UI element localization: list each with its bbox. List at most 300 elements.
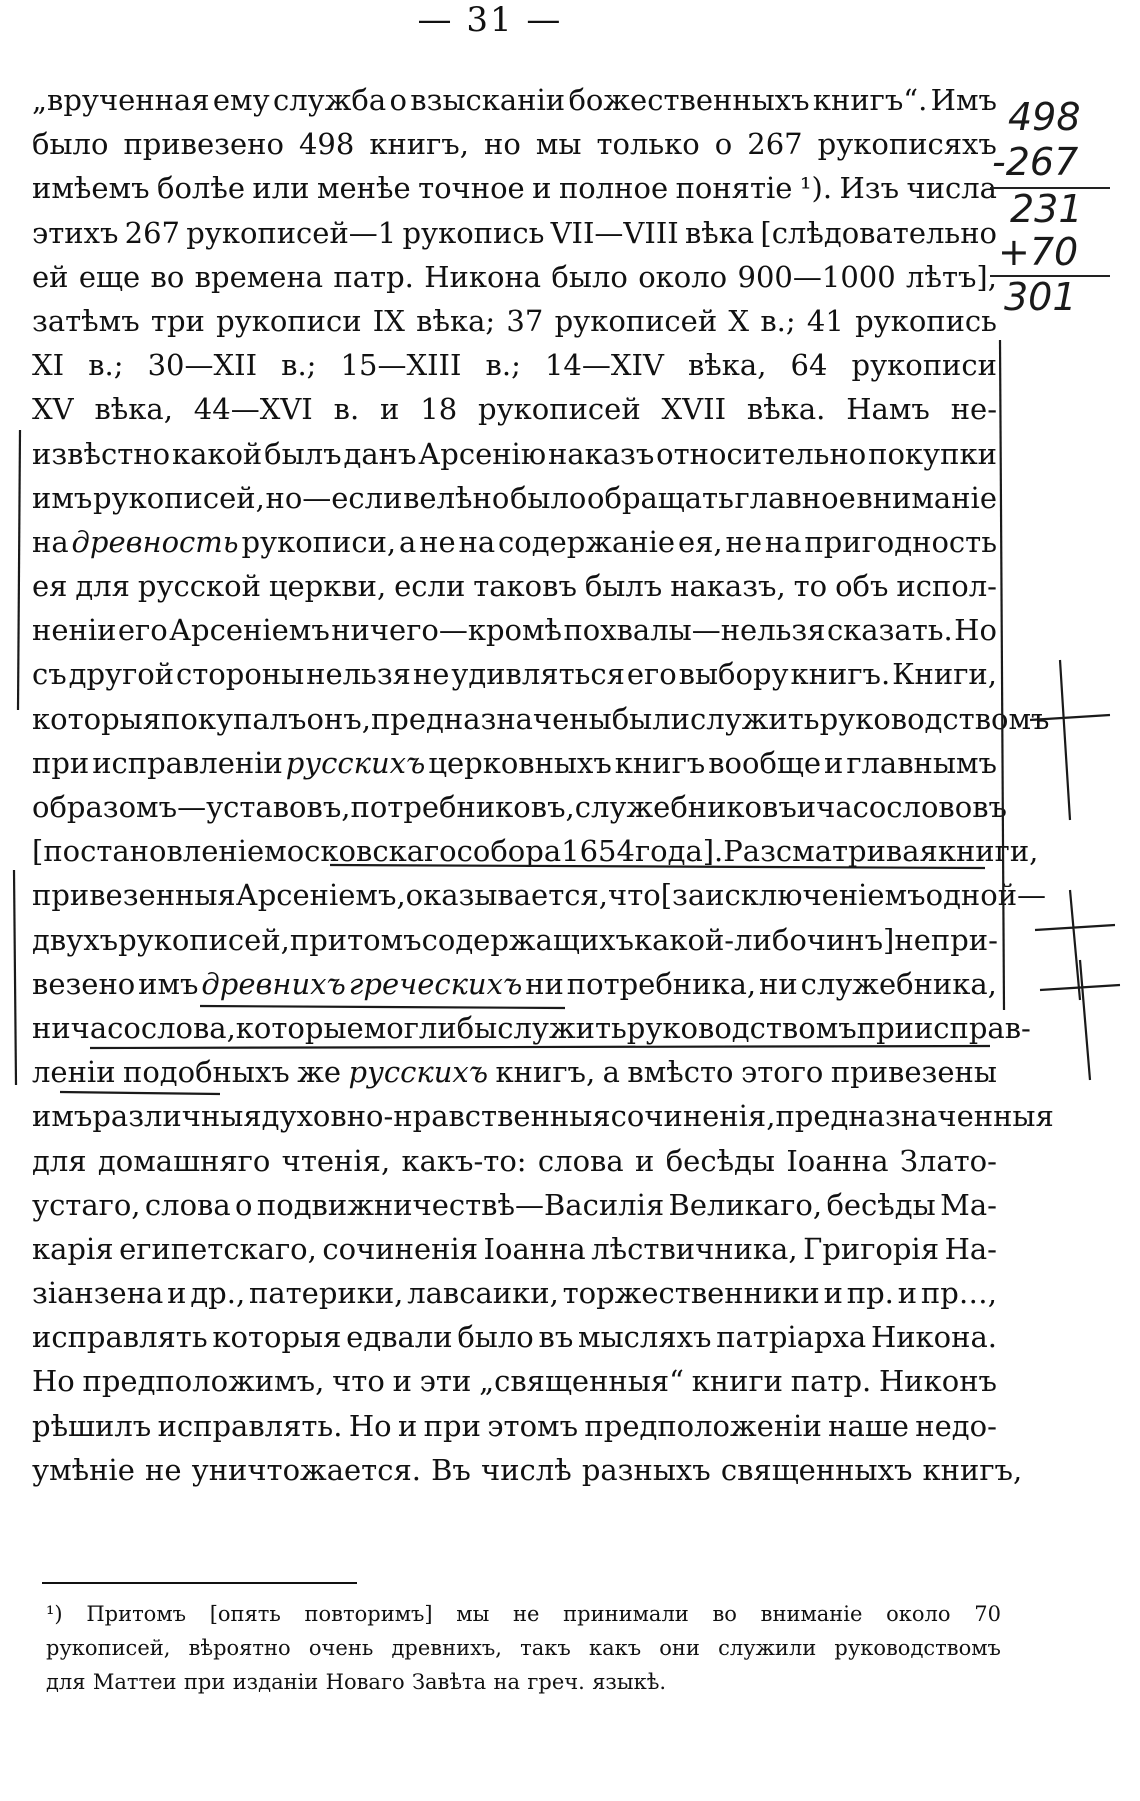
word: не <box>725 524 763 559</box>
body-line-8 <box>32 387 997 431</box>
word: удивляться <box>451 657 625 692</box>
word: книгъ, <box>495 1055 596 1090</box>
word: же <box>297 1055 342 1090</box>
word: содержащихъ <box>421 922 634 957</box>
word: слова <box>537 1143 624 1178</box>
word: лавсаики, <box>407 1276 559 1311</box>
word: Но <box>348 1408 392 1443</box>
word: ничего—кромѣ <box>331 613 563 648</box>
word: Новаго <box>325 1670 405 1694</box>
word: ¹) <box>46 1602 63 1626</box>
word: имѣемъ <box>32 171 150 206</box>
word: божественныхъ <box>568 83 810 117</box>
footnote-line-2 <box>46 1631 1001 1665</box>
word: сочиненія <box>322 1231 478 1266</box>
word: одной— <box>925 878 1047 913</box>
word: книгъ“. <box>812 83 928 117</box>
word: оказывается, <box>405 878 609 913</box>
word: руководствомъ <box>819 701 1050 736</box>
word: и <box>824 745 844 780</box>
word: они <box>659 1636 700 1660</box>
word: бесѣды <box>826 1187 936 1222</box>
word: года]. <box>634 834 724 869</box>
word: его <box>117 613 168 648</box>
word: рукописи <box>851 348 997 383</box>
margin-note-plus-70: +70 <box>998 230 1079 274</box>
word: о <box>714 127 733 162</box>
word: наказъ <box>547 436 655 471</box>
word: этомъ <box>487 1408 579 1443</box>
word: — <box>177 790 207 824</box>
word: русскихъ <box>285 745 426 780</box>
word: менѣе <box>316 171 411 206</box>
word: съ <box>32 657 67 692</box>
body-line-14 <box>32 652 997 696</box>
word: древность <box>71 524 239 559</box>
word: священныхъ <box>720 1452 913 1487</box>
word: привезенныя <box>32 878 236 913</box>
word: при <box>32 745 90 780</box>
word: руководствомъ <box>834 1636 1001 1660</box>
word: XVII <box>661 392 727 427</box>
body-line-9 <box>32 432 997 476</box>
word: ни <box>32 1010 71 1045</box>
word: На- <box>944 1231 997 1266</box>
word: если <box>394 569 466 604</box>
word: 900—1000 <box>737 259 896 294</box>
right-margin-cross-3 <box>1040 960 1120 1080</box>
word: что <box>332 1364 385 1399</box>
word: разныхъ <box>581 1452 711 1487</box>
word: Іоанна <box>483 1231 586 1266</box>
body-line-15 <box>32 697 1050 741</box>
word: очень <box>308 1636 374 1660</box>
word: понятіе <box>675 171 793 206</box>
word: принимали <box>563 1602 689 1626</box>
body-line-29 <box>32 1315 997 1359</box>
word: исключеніемъ <box>705 878 926 913</box>
word: и <box>897 1276 918 1311</box>
word: 44—XVI <box>193 392 313 427</box>
body-line-3 <box>32 166 997 210</box>
body-line-16 <box>32 741 997 785</box>
body-line-22 <box>32 1006 1031 1050</box>
word: и <box>823 1276 843 1311</box>
word: 267 <box>747 127 803 162</box>
footnotes <box>46 1597 1001 1699</box>
word: X <box>728 303 750 338</box>
word: Изъ <box>839 171 900 206</box>
word: исправленіи <box>92 745 283 780</box>
word: имъ <box>32 480 93 515</box>
word: ея <box>32 569 68 604</box>
margin-note-498: 498 <box>1008 95 1081 139</box>
body-line-21 <box>32 962 997 1006</box>
body-line-31 <box>32 1404 997 1448</box>
word: относительно <box>656 436 867 471</box>
word: XI <box>32 348 65 383</box>
word: наше <box>828 1408 909 1443</box>
word: привезены <box>830 1055 997 1090</box>
word: Никона <box>424 259 542 294</box>
word: рукописи <box>216 303 362 338</box>
word: 18 <box>420 392 458 427</box>
word: рукописей, <box>118 922 290 957</box>
body-line-10 <box>32 476 997 520</box>
word: мысляхъ <box>578 1320 712 1355</box>
body-line-28 <box>32 1271 997 1315</box>
word: „священныя“ <box>479 1364 684 1399</box>
word: чинъ] <box>806 922 895 957</box>
word: книгъ, <box>369 127 469 162</box>
word: предположимъ, <box>82 1364 325 1399</box>
word: главное <box>734 480 856 515</box>
word: сказать. <box>826 613 953 648</box>
word: о <box>389 83 407 117</box>
word: но—если <box>265 480 403 515</box>
word: было <box>509 480 587 515</box>
word: Но <box>32 1364 75 1399</box>
word: извѣстно <box>32 436 171 471</box>
word: Арсенію <box>418 436 547 471</box>
word: три <box>150 303 205 338</box>
word: рѣшилъ <box>32 1408 152 1443</box>
word: часослововъ <box>816 790 1007 824</box>
word: рукописей—1 <box>186 215 397 250</box>
page-number: — 31 — <box>417 0 563 40</box>
word: болѣе <box>156 171 245 206</box>
word: 14—XIV <box>544 348 664 383</box>
word: какой <box>171 436 263 471</box>
word: вѣроятно <box>188 1636 291 1660</box>
word: не <box>513 1602 540 1626</box>
word: и <box>635 1143 655 1178</box>
word: рукописяхъ <box>817 127 997 162</box>
word: Намъ <box>846 392 930 427</box>
word: потребника, <box>566 966 757 1001</box>
word: устаго, <box>32 1187 141 1222</box>
word: пр…, <box>920 1276 997 1311</box>
word: вѣка, <box>94 392 173 427</box>
word: служить <box>689 701 820 736</box>
word: вѣка, <box>687 348 767 383</box>
word: [слѣдовательно <box>760 215 997 250</box>
word: предназначены <box>370 701 612 736</box>
word: и <box>532 171 552 206</box>
margin-note-minus-267: -267 <box>992 140 1079 184</box>
word: онъ, <box>306 701 371 736</box>
right-margin-cross-2 <box>1035 890 1115 1000</box>
word: только <box>596 127 700 162</box>
word: было <box>551 259 628 294</box>
word: патр. <box>333 259 414 294</box>
word: и <box>397 1408 418 1443</box>
word: на <box>764 524 802 559</box>
word: русской <box>137 569 261 604</box>
word: взысканіи <box>410 83 566 117</box>
word: карія <box>32 1231 114 1266</box>
body-line-25 <box>32 1139 997 1183</box>
word: этого <box>740 1055 824 1090</box>
body-line-12 <box>32 564 997 608</box>
body-line-5 <box>32 255 997 299</box>
word: было <box>457 1320 534 1355</box>
left-margin-bar-1 <box>18 430 20 710</box>
word: былъ <box>584 569 663 604</box>
left-margin-bar-2 <box>14 870 16 1085</box>
word: слова <box>144 1187 231 1222</box>
word: 1654 <box>561 834 635 869</box>
word: числа <box>906 171 997 206</box>
body-line-20 <box>32 918 997 962</box>
word: 15—XIII <box>340 348 462 383</box>
word: обращать <box>587 480 734 515</box>
word: [за <box>660 878 706 913</box>
word: рукописей, <box>93 480 265 515</box>
word: стороны <box>176 657 305 692</box>
word: служба <box>273 83 387 117</box>
word: которыя <box>212 1320 342 1355</box>
word: Іоанна <box>786 1143 889 1178</box>
word: ни <box>759 966 798 1001</box>
word: и <box>167 1276 187 1311</box>
word: нельзя <box>306 657 411 692</box>
word: подобныхъ <box>122 1055 290 1090</box>
word: пригодность <box>804 524 997 559</box>
word: изданіи <box>232 1670 319 1694</box>
word: и <box>392 1364 412 1399</box>
word: а <box>602 1055 620 1090</box>
word: церковныхъ <box>428 745 612 780</box>
word: рукописи, <box>241 524 397 559</box>
word: объ <box>835 569 889 604</box>
margin-note-301: 301 <box>1004 275 1077 319</box>
word: не <box>894 922 931 957</box>
word: [постановленіе <box>32 834 265 869</box>
word: около <box>886 1602 951 1626</box>
word: или <box>252 171 310 206</box>
word: содержаніе <box>498 524 676 559</box>
word: повторимъ] <box>304 1602 433 1626</box>
word: которые <box>235 1010 364 1045</box>
word: какъ-то: <box>401 1143 527 1178</box>
word: Арсеніемъ <box>169 613 330 648</box>
body-line-2 <box>32 122 997 166</box>
word: предназначенныя <box>775 1099 1054 1134</box>
word: притомъ <box>289 922 422 957</box>
word: древнихъ <box>201 966 346 1001</box>
word: на <box>493 1670 521 1694</box>
word: 70 <box>974 1602 1001 1626</box>
word: патріарха <box>716 1320 867 1355</box>
word: какъ <box>588 1636 642 1660</box>
word: служили <box>718 1636 817 1660</box>
margin-note-231: 231 <box>1010 187 1083 231</box>
word: при <box>423 1408 481 1443</box>
word: патр. <box>790 1364 872 1399</box>
word: Злато- <box>899 1143 997 1178</box>
body-line-19 <box>32 873 1047 917</box>
word: которыя <box>32 701 162 736</box>
word: Притомъ <box>86 1602 187 1626</box>
word: и <box>796 790 817 824</box>
word: ей <box>32 259 69 294</box>
body-line-30 <box>32 1359 997 1403</box>
word: подвижничествѣ—Василія <box>256 1187 665 1222</box>
word: книги <box>691 1364 784 1399</box>
word: при <box>183 1670 226 1694</box>
word: различныя <box>92 1099 262 1134</box>
word: в. <box>333 392 360 427</box>
word: былъ <box>264 436 342 471</box>
word: исправлять <box>32 1320 208 1355</box>
word: уничтожается. <box>191 1452 421 1487</box>
word: было <box>32 127 109 162</box>
word: уставовъ, <box>206 790 351 824</box>
word: VII—VIII <box>550 215 679 250</box>
word: ¹). <box>799 171 833 206</box>
word: ни <box>525 966 564 1001</box>
word: часослова, <box>70 1010 236 1045</box>
word: о <box>235 1187 253 1222</box>
word: языкѣ. <box>592 1670 667 1694</box>
word: рукописей <box>478 392 641 427</box>
word: какой-либо <box>633 922 807 957</box>
word: ея, <box>677 524 723 559</box>
word: книгъ. <box>790 657 891 692</box>
word: 64 <box>790 348 828 383</box>
word: домашняго <box>97 1143 271 1178</box>
word: мы <box>535 127 582 162</box>
word: лѣствичника, <box>591 1231 798 1266</box>
word: имъ <box>138 966 199 1001</box>
body-line-23 <box>32 1050 997 1094</box>
body-line-32 <box>32 1448 1023 1492</box>
word: на <box>458 524 496 559</box>
word: главнымъ <box>846 745 997 780</box>
word: другой <box>68 657 175 692</box>
word: и <box>380 392 400 427</box>
word: числѣ <box>481 1452 572 1487</box>
word: неніи <box>32 613 117 648</box>
word: велѣно <box>403 480 510 515</box>
word: едвали <box>346 1320 453 1355</box>
word: рукопись <box>855 303 997 338</box>
word: могли <box>363 1010 457 1045</box>
word: [опять <box>209 1602 281 1626</box>
word: духовно-нравственныя <box>261 1099 611 1134</box>
word: церкви, <box>268 569 387 604</box>
word: рукописей, <box>46 1636 171 1660</box>
body-line-1 <box>32 78 997 122</box>
word: руководствомъ <box>626 1010 857 1045</box>
word: покупалъ <box>161 701 307 736</box>
word: Завѣта <box>411 1670 487 1694</box>
body-line-7 <box>32 343 997 387</box>
word: времена <box>194 259 324 294</box>
word: древнихъ, <box>391 1636 502 1660</box>
word: эти <box>419 1364 472 1399</box>
word: Книги, <box>892 657 997 692</box>
word: испол- <box>896 569 997 604</box>
word: не- <box>950 392 997 427</box>
word: вмѣсто <box>627 1055 734 1090</box>
word: похвалы—нельзя <box>563 613 826 648</box>
word: египетскаго, <box>119 1231 317 1266</box>
word: в.; <box>760 303 796 338</box>
word: служебника, <box>800 966 997 1001</box>
word: при- <box>930 922 998 957</box>
word: Имъ <box>930 83 997 117</box>
word: XV <box>32 392 74 427</box>
word: для <box>46 1670 86 1694</box>
margin-notes <box>990 95 1140 355</box>
word: а <box>399 524 417 559</box>
word: книгъ, <box>922 1452 1023 1487</box>
word: привезено <box>123 127 284 162</box>
word: выбору <box>678 657 789 692</box>
word: полное <box>558 171 669 206</box>
word: Разсматривая <box>723 834 938 869</box>
footnote-line-1 <box>46 1597 1001 1631</box>
word: наказъ, <box>670 569 786 604</box>
word: не <box>412 657 450 692</box>
word: 37 <box>506 303 544 338</box>
body-line-4 <box>32 211 997 255</box>
word: греч. <box>527 1670 585 1694</box>
body-line-18 <box>32 829 1039 873</box>
body-line-26 <box>32 1183 997 1227</box>
word: на <box>32 524 69 559</box>
word: греческихъ <box>348 966 523 1001</box>
word: Ма- <box>940 1187 997 1222</box>
word: в.; <box>88 348 124 383</box>
word: леніи <box>32 1055 116 1090</box>
word: предположеніи <box>584 1408 822 1443</box>
word: пр. <box>846 1276 894 1311</box>
word: что <box>608 878 661 913</box>
word: этихъ <box>32 215 119 250</box>
word: в.; <box>485 348 521 383</box>
body-line-27 <box>32 1227 997 1271</box>
word: точное <box>418 171 525 206</box>
word: таковъ <box>473 569 577 604</box>
word: московскаго <box>264 834 457 869</box>
word: патерики, <box>249 1276 404 1311</box>
word: мы <box>456 1602 490 1626</box>
word: вѣка. <box>746 392 826 427</box>
word: недо- <box>915 1408 997 1443</box>
word: еще <box>78 259 141 294</box>
word: сочиненія, <box>610 1099 776 1134</box>
word: двухъ <box>32 922 119 957</box>
word: служебниковъ <box>574 790 797 824</box>
word: „врученная <box>32 83 210 117</box>
word: во <box>150 259 185 294</box>
body-line-6 <box>32 299 997 343</box>
word: вниманіе <box>856 480 997 515</box>
word: то <box>793 569 828 604</box>
word: зіанзена <box>32 1276 164 1311</box>
word: лѣтъ], <box>906 259 997 294</box>
body-line-24 <box>32 1094 1054 1138</box>
word: чтенія, <box>281 1143 391 1178</box>
word: везено <box>32 966 136 1001</box>
word: но <box>484 127 521 162</box>
word: такъ <box>520 1636 571 1660</box>
body-line-17 <box>32 785 1007 829</box>
word: 30—XII <box>147 348 258 383</box>
